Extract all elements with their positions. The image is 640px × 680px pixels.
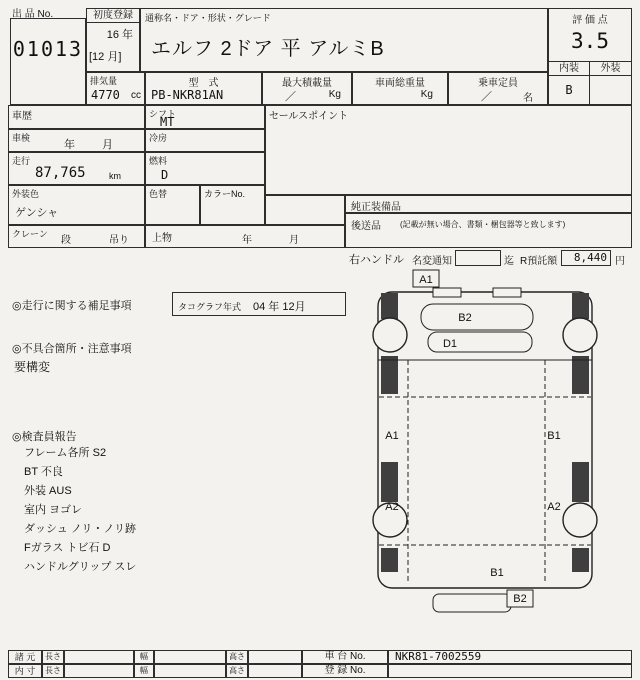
- exterior-grade: [589, 75, 632, 105]
- tachograph-label: タコグラフ年式: [178, 302, 242, 312]
- history-cell: [8, 105, 145, 129]
- fuel-cell: [145, 152, 265, 185]
- diagram-label-rear-right: A2: [547, 501, 561, 513]
- mileage-unit: km: [109, 171, 121, 181]
- tachograph-box: [172, 292, 346, 316]
- inspector-report-item: フレーム各所 S2: [24, 447, 107, 459]
- vehicle-diagram: [345, 262, 632, 647]
- front-marker-right: [493, 288, 521, 297]
- diagram-label-rear-left: A2: [385, 501, 399, 513]
- exhibit-no-box: [10, 18, 86, 105]
- inspector-report-item: 外装 AUS: [24, 485, 72, 497]
- inner-length-value: [64, 664, 134, 678]
- deposit-value: 8,440: [561, 250, 611, 266]
- first-registration-label: 初度登録: [87, 9, 139, 23]
- score-value: 3.5: [571, 29, 609, 53]
- mileage-label: 走行: [12, 156, 31, 166]
- handle-position-label: 右ハンドル: [349, 254, 404, 266]
- mileage-cell: [8, 152, 145, 185]
- name-change-label: 名変通知: [412, 256, 452, 267]
- uwamono-cell: [145, 225, 345, 248]
- fuel-label: 燃料: [149, 156, 168, 166]
- first-registration-month: [12 月]: [89, 51, 122, 63]
- interior-grade: B: [548, 75, 590, 105]
- score-cell: [548, 8, 632, 62]
- inspector-report-item: Fガラス トビ石 D: [24, 542, 111, 554]
- length-label: 長さ: [42, 650, 64, 664]
- sales-point-label: セールスポイント: [269, 111, 349, 122]
- first-registration-cell: [86, 8, 140, 72]
- interior-label: 内装: [548, 61, 590, 76]
- capacity-label: 乗車定員: [478, 78, 518, 89]
- capacity-unit: 名: [523, 93, 533, 104]
- later-shipment-cell: [345, 213, 632, 248]
- uwamono-year-label: 年: [242, 235, 252, 246]
- inspection-cell: [8, 129, 145, 152]
- inspection-label: 車検: [12, 133, 31, 143]
- tachograph-value: 04 年 12月: [253, 301, 306, 313]
- rear-bumper: [433, 594, 511, 612]
- displacement-label: 排気量: [90, 76, 118, 86]
- front-right-wheel: [563, 318, 597, 352]
- crane-label: クレーン: [12, 229, 48, 239]
- registration-no-value: [388, 664, 632, 678]
- rear-right-wheel: [563, 503, 597, 537]
- inspection-year-label: 年: [64, 139, 75, 151]
- exterior-color-value: ゲンシャ: [15, 207, 59, 219]
- shift-value: MT: [160, 115, 175, 129]
- history-label: 車歴: [12, 111, 32, 122]
- empty-cell: [265, 195, 345, 225]
- capacity-value: ／: [481, 91, 492, 103]
- genuine-equipment-cell: [345, 195, 632, 213]
- inspector-report-item: 室内 ヨゴレ: [24, 504, 83, 516]
- score-label: 評 価 点: [572, 15, 608, 26]
- shift-cell: [145, 105, 265, 129]
- mileage-note-title: ◎走行に関する補足事項: [12, 300, 132, 312]
- gross-weight-unit: Kg: [420, 89, 433, 100]
- inner-row-label: 内 寸: [8, 664, 42, 678]
- diagram-label-windshield: B2: [458, 312, 472, 324]
- inspector-report-item: ダッシュ ノリ・ノリ跡: [24, 523, 136, 535]
- vehicle-name: エルフ 2ドア 平 アルミB: [151, 38, 385, 60]
- height-label: 高さ: [226, 650, 248, 664]
- later-shipment-label: 後送品: [351, 221, 381, 232]
- diagram-label-bed-bottom: B1: [490, 567, 504, 579]
- inner-length-label: 長さ: [42, 664, 64, 678]
- specs-width-value: [154, 650, 226, 664]
- capacity-cell: [448, 72, 548, 105]
- exhibit-no-label: 出 品 No.: [12, 9, 54, 20]
- inspector-report-list: [24, 444, 136, 577]
- diagram-label-cab: D1: [442, 338, 458, 350]
- cooling-label: 冷房: [149, 133, 168, 143]
- sales-point-cell: [265, 105, 632, 195]
- diagram-label-rear-box: B2: [513, 593, 527, 605]
- model-label: 型 式: [188, 78, 219, 89]
- max-load-value: ／: [285, 91, 296, 103]
- inner-width-value: [154, 664, 226, 678]
- inner-width-label: 幅: [134, 664, 154, 678]
- specs-row-label: 諸 元: [8, 650, 42, 664]
- exterior-label: 外装: [589, 61, 632, 76]
- mileage-value: 87,765: [35, 165, 86, 181]
- defect-title: ◎不具合箇所・注意事項: [12, 343, 132, 355]
- deposit-label: R預託額: [520, 256, 558, 267]
- exhibit-no-value: 01013: [12, 37, 84, 61]
- color-no-cell: [200, 185, 265, 225]
- max-load-cell: [262, 72, 352, 105]
- exterior-color-label: 外装色: [12, 189, 40, 199]
- inspection-month-label: 月: [102, 139, 113, 151]
- uwamono-month-label: 月: [289, 235, 299, 246]
- width-label: 幅: [134, 650, 154, 664]
- genuine-equipment-label: 純正装備品: [351, 202, 401, 213]
- gross-weight-label: 車両総重量: [375, 78, 425, 89]
- diagram-label-bed-right: B1: [547, 430, 561, 442]
- front-marker-left: [433, 288, 461, 297]
- crane-dan-label: 段: [61, 235, 71, 246]
- diagram-label-front: A1: [419, 274, 433, 286]
- inspector-report-item: ハンドルグリップ スレ: [24, 561, 137, 573]
- exterior-color-cell: [8, 185, 145, 225]
- max-load-label: 最大積載量: [282, 78, 332, 89]
- registration-no-label: 登 録 No.: [302, 664, 388, 678]
- fuel-value: D: [161, 168, 169, 182]
- uwamono-label: 上物: [152, 233, 172, 244]
- displacement-value: 4770: [91, 88, 120, 102]
- crane-tsuri-label: 吊り: [109, 235, 129, 246]
- made-label: 迄: [504, 256, 514, 267]
- chassis-no-value: NKR81-7002559: [388, 650, 632, 664]
- specs-length-value: [64, 650, 134, 664]
- crane-cell: [8, 225, 145, 248]
- recolor-cell: [145, 185, 200, 225]
- later-shipment-note: (記載が無い場合、書類・梱包器等と致します): [400, 220, 566, 229]
- inspector-report-title: ◎検査員報告: [12, 431, 77, 443]
- displacement-unit: cc: [131, 90, 141, 101]
- gross-weight-cell: [352, 72, 448, 105]
- inner-height-label: 高さ: [226, 664, 248, 678]
- yen-label: 円: [615, 256, 625, 267]
- windshield-shape: [421, 304, 533, 330]
- vehicle-name-cell: [140, 8, 548, 72]
- vehicle-name-header: 通称名・ドア・形状・グレード: [145, 13, 271, 23]
- shift-label: シフト: [149, 109, 177, 119]
- cooling-cell: [145, 129, 265, 152]
- front-left-wheel: [373, 318, 407, 352]
- inner-height-value: [248, 664, 302, 678]
- first-registration-year: 16 年: [106, 29, 133, 41]
- recolor-label: 色替: [149, 189, 168, 199]
- diagram-label-bed-left: A1: [385, 430, 399, 442]
- model-value: PB-NKR81AN: [151, 88, 224, 102]
- color-no-label: カラーNo.: [204, 189, 246, 199]
- defect-value: 要構変: [14, 360, 51, 374]
- inspector-report-item: BT 不良: [24, 466, 63, 478]
- max-load-unit: Kg: [328, 89, 341, 100]
- chassis-no-label: 車 台 No.: [302, 650, 388, 664]
- model-cell: [145, 72, 262, 105]
- displacement-cell: [86, 72, 145, 105]
- bed-dashed-lines: [379, 360, 591, 584]
- specs-height-value: [248, 650, 302, 664]
